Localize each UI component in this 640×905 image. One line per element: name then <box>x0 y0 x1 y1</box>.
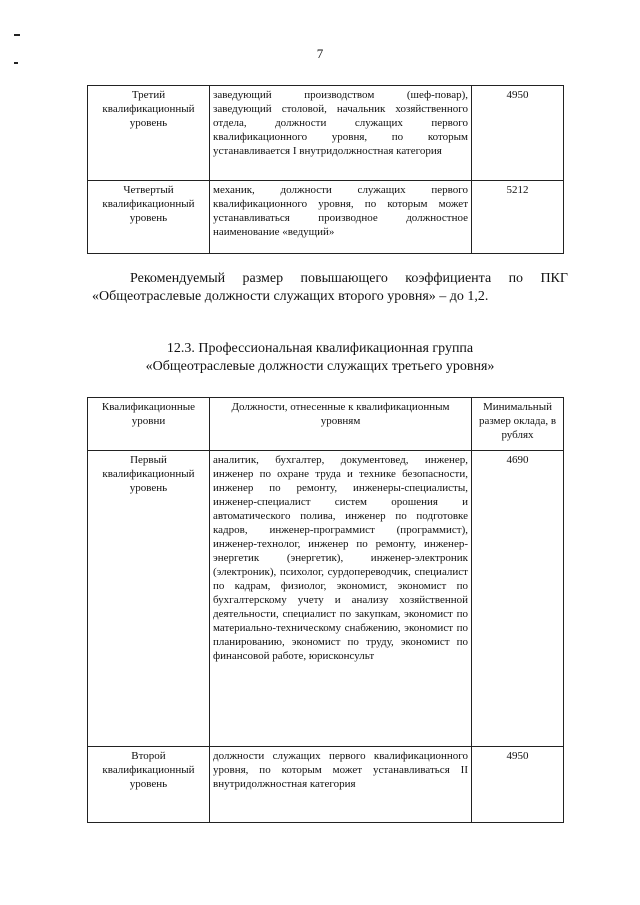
group-title-line2: «Общеотраслевые должности служащих третьего уровня» <box>145 359 495 374</box>
table-main <box>87 397 564 823</box>
recommendation-paragraph: Рекомендуемый размер повышающего коэффициента по ПКГ «Общеотраслевые должности служащих второго уровня» – до 1,2. <box>92 271 568 304</box>
jobs-cell: должности служащих первого квалификационного уровня, по которым может устанавливаться II внутридолжностная категория <box>210 747 472 823</box>
group-title-line1: 12.3. Профессиональная квалификационная группа <box>166 341 474 356</box>
header-level: Квалификационные уровни <box>88 398 210 451</box>
table-row <box>88 451 564 747</box>
level-cell: Третий квалификационный уровень <box>88 86 210 181</box>
salary-cell: 4690 <box>472 451 564 747</box>
table-row <box>88 181 564 254</box>
jobs-cell: аналитик, бухгалтер, документовед, инженер, инженер по охране труда и технике безопасности, инженер по ремонту, инженеры-специалисты, инженер-специалист систем орошения и автоматического полива, инженер по подготовке кадров, инженер-программист (программист), инженер-технолог, инженер по ремонту, инженер-энергетик (энергетик), инженер-электроник (электроник), психолог, сурдопереводчик, специалист по кадрам, физиолог, экономист, экономист по бухгалтерскому учету и анализу хозяйственной деятельности, специалист по закупкам, экономист по материально-техническому снабжению, экономист по планированию, экономист по труду, экономист по финансовой работе, юрисконсульт <box>210 451 472 747</box>
salary-cell: 4950 <box>472 747 564 823</box>
page-number: 7 <box>316 46 324 61</box>
group-title <box>0 340 640 376</box>
table-row <box>88 747 564 823</box>
table-row <box>88 86 564 181</box>
level-cell: Второй квалификационный уровень <box>88 747 210 823</box>
header-salary: Минимальный размер оклада, в рублях <box>472 398 564 451</box>
salary-cell: 4950 <box>472 86 564 181</box>
header-jobs: Должности, отнесенные к квалификационным уровням <box>210 398 472 451</box>
table-header-row <box>88 398 564 451</box>
table-top <box>87 85 564 254</box>
scan-mark <box>14 62 18 64</box>
salary-cell: 5212 <box>472 181 564 254</box>
jobs-cell: заведующий производством (шеф-повар), заведующий столовой, начальник хозяйственного отдела, должности служащих первого квалификационного уровня, по которым устанавливается I внутридолжностная категория <box>210 86 472 181</box>
level-cell: Четвертый квалификационный уровень <box>88 181 210 254</box>
scan-mark <box>14 34 20 36</box>
jobs-cell: механик, должности служащих первого квалификационного уровня, по которым может устанавливаться производное должностное наименование «ведущий» <box>210 181 472 254</box>
level-cell: Первый квалификационный уровень <box>88 451 210 747</box>
